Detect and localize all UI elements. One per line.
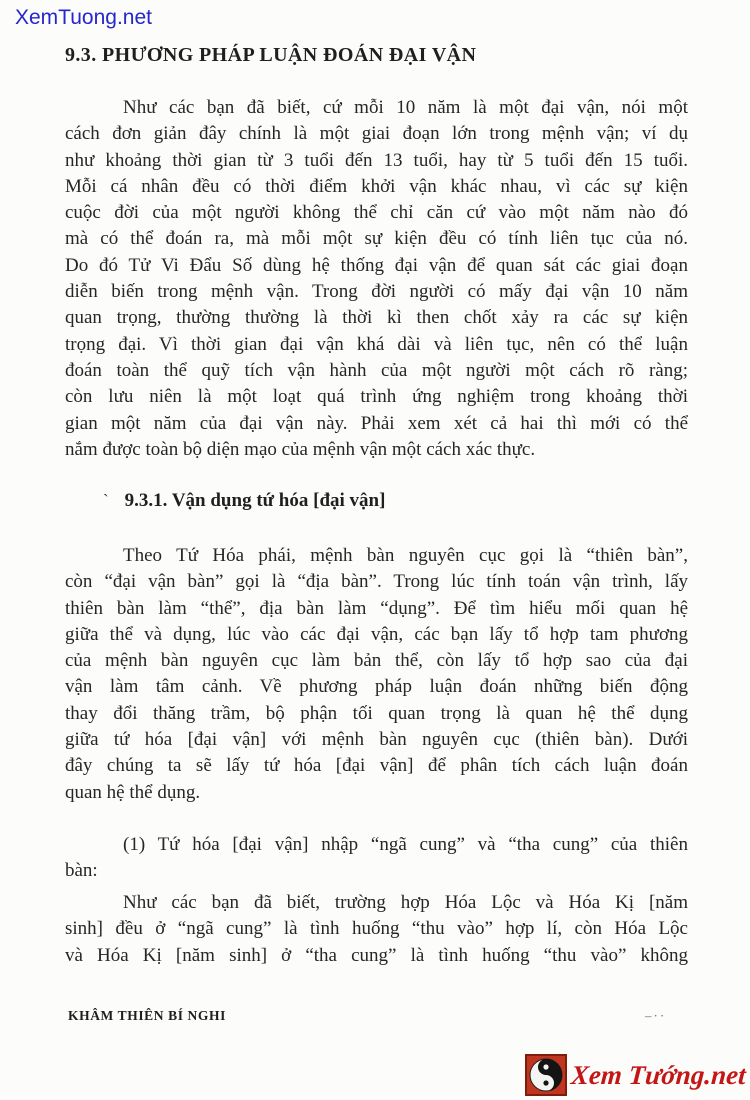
paragraph (65, 832, 688, 885)
stray-mark: ` (103, 491, 109, 510)
text-line: giữa thể và dụng, lúc vào các đại vận, các bạn lấy tổ hợp tam phương (65, 623, 688, 645)
section-heading: 9.3. PHƯƠNG PHÁP LUẬN ĐOÁN ĐẠI VẬN (65, 44, 477, 66)
paragraph (65, 95, 688, 463)
text-line: diễn biến trong mệnh vận. Trong đời người có mấy đại vận 10 năm (65, 281, 688, 303)
yin-yang-icon (525, 1054, 567, 1096)
text-line: quan hệ thể dụng. (65, 781, 201, 803)
text-line: giữa tứ hóa [đại vận] với mệnh bàn nguyên cục (thiên bàn). Dưới (65, 729, 688, 751)
paragraph (65, 543, 688, 806)
text-line: mà có thể đoán ra, mà mỗi một sự kiện đều có tính liên tục của nó. (65, 228, 688, 250)
text-line: Như các bạn đã biết, cứ mỗi 10 năm là một đại vận, nói một (123, 97, 688, 118)
text-line: sinh] đều ở “ngã cung” là tình huống “thu vào” hợp lí, còn Hóa Lộc (65, 918, 688, 940)
watermark-site-name: XemTuong.net (15, 6, 152, 29)
text-line: trọng đại. Vì thời gian đại vận khá dài và liên tục, nên có thể luận (65, 333, 688, 355)
text-line: như khoảng thời gian từ 3 tuổi đến 13 tuổi, hay từ 5 tuổi đến 15 tuổi. (65, 149, 688, 171)
text-line: gian một năm của đại vận này. Phải xem xét cả hai thì mới có thể (65, 412, 688, 434)
subsection-heading-text: 9.3.1. Vận dụng tứ hóa [đại vận] (124, 490, 386, 511)
text-line: Mỗi cá nhân đều có thời điểm khởi vận khác nhau, vì các sự kiện (65, 175, 688, 197)
text-line: cách đơn giản đây chính là một giai đoạn lớn trong mệnh vận; ví dụ (65, 123, 688, 145)
text-line: vận làm tâm cảnh. Về phương pháp luận đoán những biến động (65, 676, 688, 698)
site-logo (525, 1054, 746, 1096)
text-line: đoán toàn thể quỹ tích vận hành của một người một cách rõ ràng; (65, 359, 688, 381)
text-line: quan trọng, thường thường là thời kì then chốt xảy ra các sự kiện (65, 307, 688, 329)
text-line: còn lưu niên là một loạt quá trình ứng nghiệm trong khoảng thời (65, 386, 688, 408)
footer-page-number-faded: –·· (645, 1008, 667, 1023)
footer-book-title: KHÂM THIÊN BÍ NGHI (68, 1008, 226, 1023)
text-line: Theo Tứ Hóa phái, mệnh bàn nguyên cục gọi là “thiên bàn”, (123, 545, 688, 566)
text-line: còn “đại vận bàn” gọi là “địa bàn”. Trong lúc tính toán vận trình, lấy (65, 571, 688, 593)
text-line: (1) Tứ hóa [đại vận] nhập “ngã cung” và “tha cung” của thiên (123, 834, 688, 855)
subsection-heading (103, 490, 385, 512)
text-line: đây chúng ta sẽ lấy tứ hóa [đại vận] để phân tích cách luận đoán (65, 755, 688, 777)
text-line: cuộc đời của một người không thể chỉ căn cứ vào một năm nào đó (65, 202, 688, 224)
text-line: của mệnh bàn nguyên cục làm bản thể, còn lấy tổ hợp sao của đại (65, 650, 688, 672)
text-line: và Hóa Kị [năm sinh] ở “tha cung” là tình huống “thu vào” không (65, 944, 688, 966)
paragraph (65, 890, 688, 969)
text-line: Do đó Tử Vi Đẩu Số dùng hệ thống đại vận để quan sát các giai đoạn (65, 254, 688, 276)
text-line: thiên bàn làm “thể”, địa bàn làm “dụng”. Để tìm hiểu mối quan hệ (65, 597, 688, 619)
text-line: Như các bạn đã biết, trường hợp Hóa Lộc và Hóa Kị [năm (123, 892, 688, 913)
text-line: thay đổi thăng trầm, bộ phận tối quan trọng là quan hệ thể dụng (65, 702, 688, 724)
site-logo-text: Xem Tướng.net (570, 1059, 748, 1090)
text-line: nắm được toàn bộ diện mạo của mệnh vận một cách xác thực. (65, 438, 536, 460)
text-line: bàn: (65, 860, 98, 882)
